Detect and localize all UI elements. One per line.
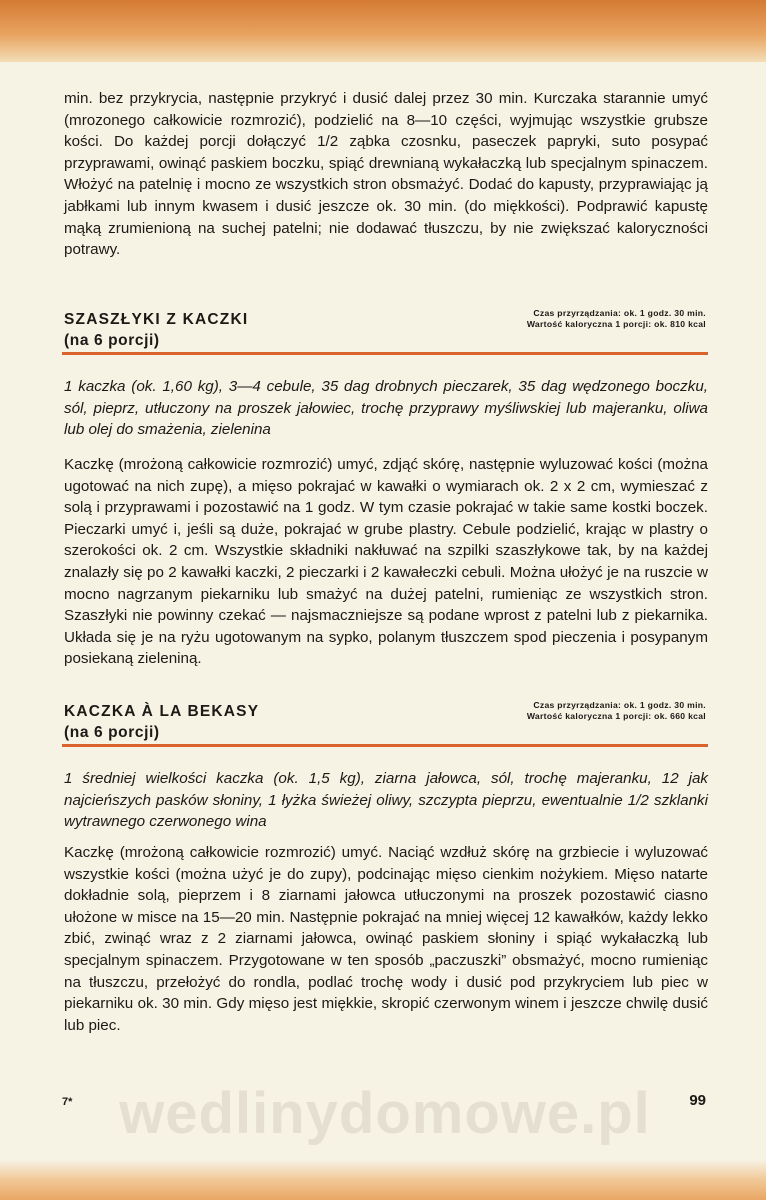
watermark-text: wedlinydomowe.pl [119, 1081, 651, 1146]
prep-time: Czas przyrządzania: ok. 1 godz. 30 min. [533, 700, 706, 710]
recipe-portions: (na 6 porcji) [64, 724, 160, 741]
recipe-meta [527, 700, 706, 722]
recipe-instructions: Kaczkę (mrożoną całkowicie rozmrozić) umyć, zdjąć skórę, następnie wyluzować kości (można ugotować na nich zupę), a mięso pokrajać w kawałki o wymiarach ok. 2 x 2 cm, wymieszać z solą i przyprawami i pozostawić na 1 godz. W tym czasie pokrajać w takie same kostki boczek. Pieczarki umyć i, jeśli są duże, pokrajać w grube plastry. Cebule podzielić, krając w plastry o szerokości ok. 2 cm. Wszystkie składniki nakłuwać na szpilki szaszłykowe tak, by na każdej znalazły się po 2 kawałki kaczki, 2 pieczarki i 2 kawałeczki cebuli. Można ułożyć je na ruszcie w mocno nagrzanym piekarniku lub smażyć na dużej patelni, rumieniąc ze wszystkich stron. Szaszłyki nie powinny czekać — najsmaczniejsze są podane wprost z patelni lub z piekarnika. Układa się je na ryżu ugotowanym na sypko, polanym tłuszczem spod pieczenia i posypanym posiekaną zieleniną. [64, 456, 708, 668]
calories: Wartość kaloryczna 1 porcji: ok. 660 kcal [526, 711, 706, 721]
recipe-title: SZASZŁYKI Z KACZKI [64, 311, 249, 328]
page-number: 99 [689, 1092, 706, 1109]
recipe-meta [527, 308, 706, 330]
top-color-band [0, 0, 766, 62]
calories: Wartość kaloryczna 1 porcji: ok. 810 kcal [526, 319, 706, 329]
recipe-title: KACZKA À LA BEKASY [64, 703, 260, 720]
ingredients-list: 1 kaczka (ok. 1,60 kg), 3—4 cebule, 35 dag drobnych pieczarek, 35 dag wędzonego boczku, sól, pieprz, utłuczony na proszek jałowiec, trochę przyprawy myśliwskiej lub majeranku, oliwa lub olej do smażenia, zielenina [64, 378, 708, 439]
bottom-color-band [0, 1160, 766, 1200]
section-divider [62, 352, 708, 355]
section-divider [62, 744, 708, 747]
ingredients-list: 1 średniej wielkości kaczka (ok. 1,5 kg), ziarna jałowca, sól, trochę majeranku, 12 jak najcieńszych pasków słoniny, 1 łyżka świeżej oliwy, szczypta pieprzu, ewentualnie 1/2 szklanki wytrawnego czerwonego wina [64, 770, 708, 831]
prep-time: Czas przyrządzania: ok. 1 godz. 30 min. [533, 308, 706, 318]
recipe-instructions: Kaczkę (mrożoną całkowicie rozmrozić) umyć. Naciąć wzdłuż skórę na grzbiecie i wyluzować wszystkie kości (można użyć je do zupy), podcinając mięso cienkim nożykiem. Mięso natarte dokładnie solą, pieprzem i 8 ziarnami jałowca utłuczonymi na proszek pozostawić ciasno ułożone w misce na 15—20 min. Następnie pokrajać na mniej więcej 12 kawałków, każdy lekko zbić, zwinąć wraz z 2 ziarnami jałowca, owinąć paskiem słoniny i spiąć wykałaczką lub specjalnym spinaczem. Przygotowane w ten sposób „paczuszki” obsmażyć, mocno rumieniąc na tłuszczu, przełożyć do rondla, podlać trochę wody i dusić pod przykryciem lub piec w piekarniku ok. 30 min. Gdy mięso jest miękkie, skropić czerwonym winem i jeszcze chwilę dusić lub piec. [64, 844, 708, 1034]
intro-paragraph: min. bez przykrycia, następnie przykryć i dusić dalej przez 30 min. Kurczaka starannie umyć (mrozonego całkowicie rozmrozić), podzielić na 8—10 części, wyjmując wszystkie grubsze kości. Do każdej porcji dołączyć 1/2 ząbka czosnku, paseczek papryki, suto posypać przyprawami, owinąć paskiem boczku, spiąć drewnianą wykałaczką lub specjalnym spinaczem. Włożyć na patelnię i mocno ze wszystkich stron obsmażyć. Dodać do kapusty, przyprawiając ją jabłkami lub innym kwasem i dusić jeszcze ok. 30 min. (do miękkości). Podprawić kapustę mąką zrumienioną na suchej patelni; nie dodawać tłuszczu, by nie zwiększać kaloryczności potrawy. [64, 90, 708, 259]
signature-mark: 7* [62, 1096, 73, 1108]
recipe-portions: (na 6 porcji) [64, 332, 160, 349]
